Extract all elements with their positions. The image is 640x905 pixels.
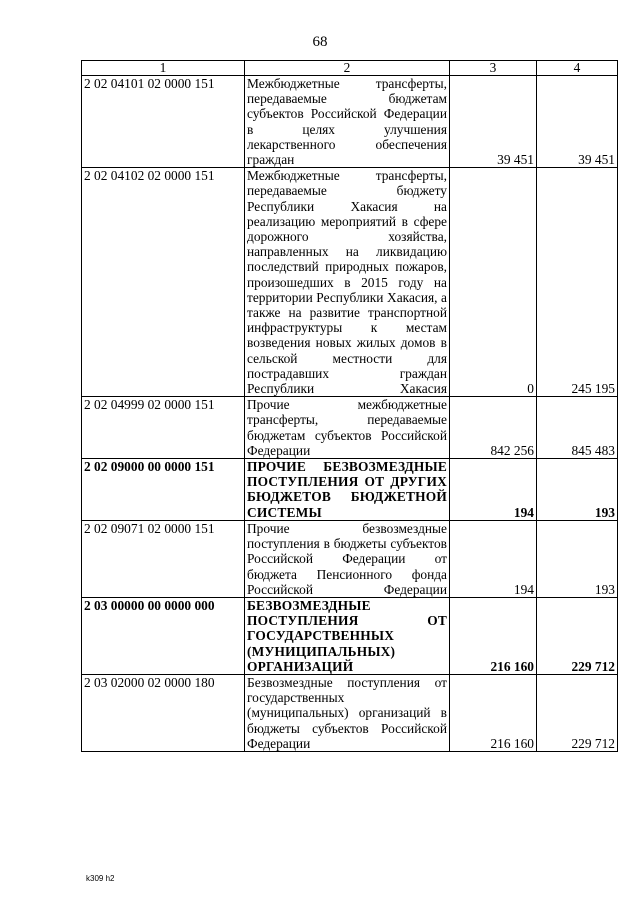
row-code: 2 02 04101 02 0000 151 bbox=[82, 76, 245, 168]
footer-document-code: k309 h2 bbox=[86, 874, 115, 883]
row-code: 2 02 04999 02 0000 151 bbox=[82, 397, 245, 459]
table-row bbox=[82, 597, 618, 674]
table-row bbox=[82, 76, 618, 168]
row-description: ПРОЧИЕ БЕЗВОЗМЕЗДНЫЕ ПОСТУПЛЕНИЯ ОТ ДРУГИХ БЮДЖЕТОВ БЮДЖЕТНОЙ СИСТЕМЫ bbox=[245, 459, 450, 521]
row-description: Прочие безвозмездные поступления в бюджеты субъектов Российской Федерации от бюджета Пенсионного фонда Российской Федерации bbox=[245, 520, 450, 597]
table-row bbox=[82, 459, 618, 521]
row-value-col3: 194 bbox=[450, 459, 537, 521]
row-value-col3: 842 256 bbox=[450, 397, 537, 459]
column-header: 3 bbox=[450, 61, 537, 76]
row-value-col3: 0 bbox=[450, 168, 537, 397]
table-header-row bbox=[82, 61, 618, 76]
table-row bbox=[82, 520, 618, 597]
column-header: 4 bbox=[537, 61, 618, 76]
row-code: 2 02 09071 02 0000 151 bbox=[82, 520, 245, 597]
row-description: Межбюджетные трансферты, передаваемые бюджету Республики Хакасия на реализацию мероприятий в сфере дорожного хозяйства, направленных на ликвидацию последствий природных пожаров, произошедших в 2015 году на территории Республики Хакасия, а также на развитие транспортной инфраструктуры к местам возведения новых жилых домов в сельской местности для пострадавших граждан Республики Хакасия bbox=[245, 168, 450, 397]
row-value-col4: 39 451 bbox=[537, 76, 618, 168]
row-value-col3: 39 451 bbox=[450, 76, 537, 168]
row-description: Безвозмездные поступления от государственных (муниципальных) организаций в бюджеты субъектов Российской Федерации bbox=[245, 674, 450, 751]
budget-table bbox=[81, 60, 618, 752]
row-value-col4: 193 bbox=[537, 459, 618, 521]
row-value-col3: 194 bbox=[450, 520, 537, 597]
row-description: Прочие межбюджетные трансферты, передаваемые бюджетам субъектов Российской Федерации bbox=[245, 397, 450, 459]
table-row bbox=[82, 168, 618, 397]
column-header: 1 bbox=[82, 61, 245, 76]
page-number: 68 bbox=[312, 34, 328, 50]
row-value-col4: 229 712 bbox=[537, 597, 618, 674]
row-value-col4: 245 195 bbox=[537, 168, 618, 397]
table-row bbox=[82, 674, 618, 751]
table-row bbox=[82, 397, 618, 459]
row-code: 2 03 02000 02 0000 180 bbox=[82, 674, 245, 751]
row-description: БЕЗВОЗМЕЗДНЫЕ ПОСТУПЛЕНИЯ ОТ ГОСУДАРСТВЕННЫХ (МУНИЦИПАЛЬНЫХ) ОРГАНИЗАЦИЙ bbox=[245, 597, 450, 674]
row-value-col4: 229 712 bbox=[537, 674, 618, 751]
row-code: 2 03 00000 00 0000 000 bbox=[82, 597, 245, 674]
column-header: 2 bbox=[245, 61, 450, 76]
row-value-col3: 216 160 bbox=[450, 674, 537, 751]
row-code: 2 02 04102 02 0000 151 bbox=[82, 168, 245, 397]
row-code: 2 02 09000 00 0000 151 bbox=[82, 459, 245, 521]
row-value-col4: 193 bbox=[537, 520, 618, 597]
row-value-col4: 845 483 bbox=[537, 397, 618, 459]
row-description: Межбюджетные трансферты, передаваемые бюджетам субъектов Российской Федерации в целях улучшения лекарственного обеспечения граждан bbox=[245, 76, 450, 168]
row-value-col3: 216 160 bbox=[450, 597, 537, 674]
